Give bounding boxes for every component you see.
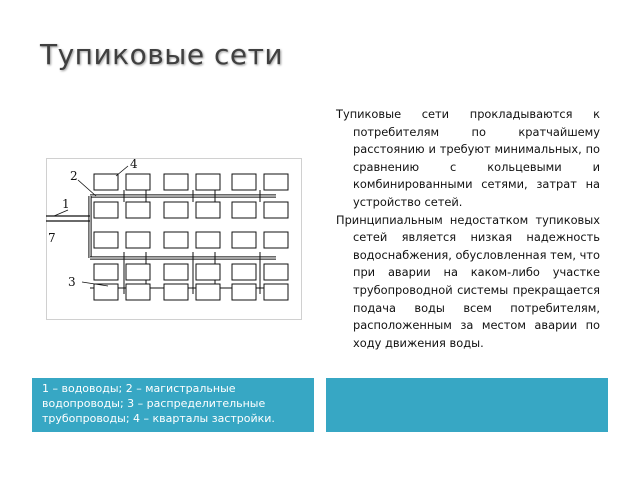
description-text <box>336 106 600 352</box>
building-block <box>232 284 256 300</box>
paragraph-disadvantages: Принципиальным недостатком тупиковых сетей является низкая надежность водоснабжения, обусловленная тем, что при аварии на каком-либо участке трубопроводной системы прекращается подача воды всем потребителям, расположенным за местом аварии по ходу движения воды. <box>336 212 600 350</box>
building-block <box>264 264 288 280</box>
building-block <box>126 174 150 190</box>
building-block <box>164 202 188 218</box>
building-block <box>126 202 150 218</box>
building-block <box>126 232 150 248</box>
accent-box <box>326 378 608 432</box>
building-block <box>196 284 220 300</box>
building-block <box>196 174 220 190</box>
building-block <box>164 284 188 300</box>
building-block <box>264 174 288 190</box>
paragraph-advantages: Тупиковые сети прокладываются к потребителям по кратчайшему расстоянию и требуют минимальных, по сравнению с кольцевыми и комбинированными сетями, затрат на устройство сетей. <box>336 107 600 209</box>
diagram-label: 2 <box>70 169 78 183</box>
building-block <box>264 232 288 248</box>
building-block <box>94 232 118 248</box>
building-block <box>94 174 118 190</box>
network-diagram <box>46 158 302 320</box>
building-block <box>232 232 256 248</box>
diagram-label: 3 <box>68 275 76 289</box>
building-block <box>196 264 220 280</box>
dead-end-network-scheme <box>46 158 302 320</box>
building-block <box>94 264 118 280</box>
diagram-label: 1 <box>62 197 70 211</box>
building-block <box>126 284 150 300</box>
building-block <box>94 284 118 300</box>
building-block <box>232 174 256 190</box>
building-block <box>232 264 256 280</box>
building-block <box>196 202 220 218</box>
building-block <box>264 202 288 218</box>
building-block <box>164 264 188 280</box>
building-block <box>126 264 150 280</box>
slide-title: Тупиковые сети <box>40 38 284 71</box>
diagram-label: 7 <box>48 231 56 245</box>
diagram-label: 4 <box>130 158 138 171</box>
building-block <box>264 284 288 300</box>
legend-caption: 1 – водоводы; 2 – магистральные водопроводы; 3 – распределительные трубопроводы; 4 – кварталы застройки. <box>32 378 314 432</box>
building-block <box>196 232 220 248</box>
building-block <box>94 202 118 218</box>
building-block <box>232 202 256 218</box>
building-block <box>164 232 188 248</box>
building-block <box>164 174 188 190</box>
